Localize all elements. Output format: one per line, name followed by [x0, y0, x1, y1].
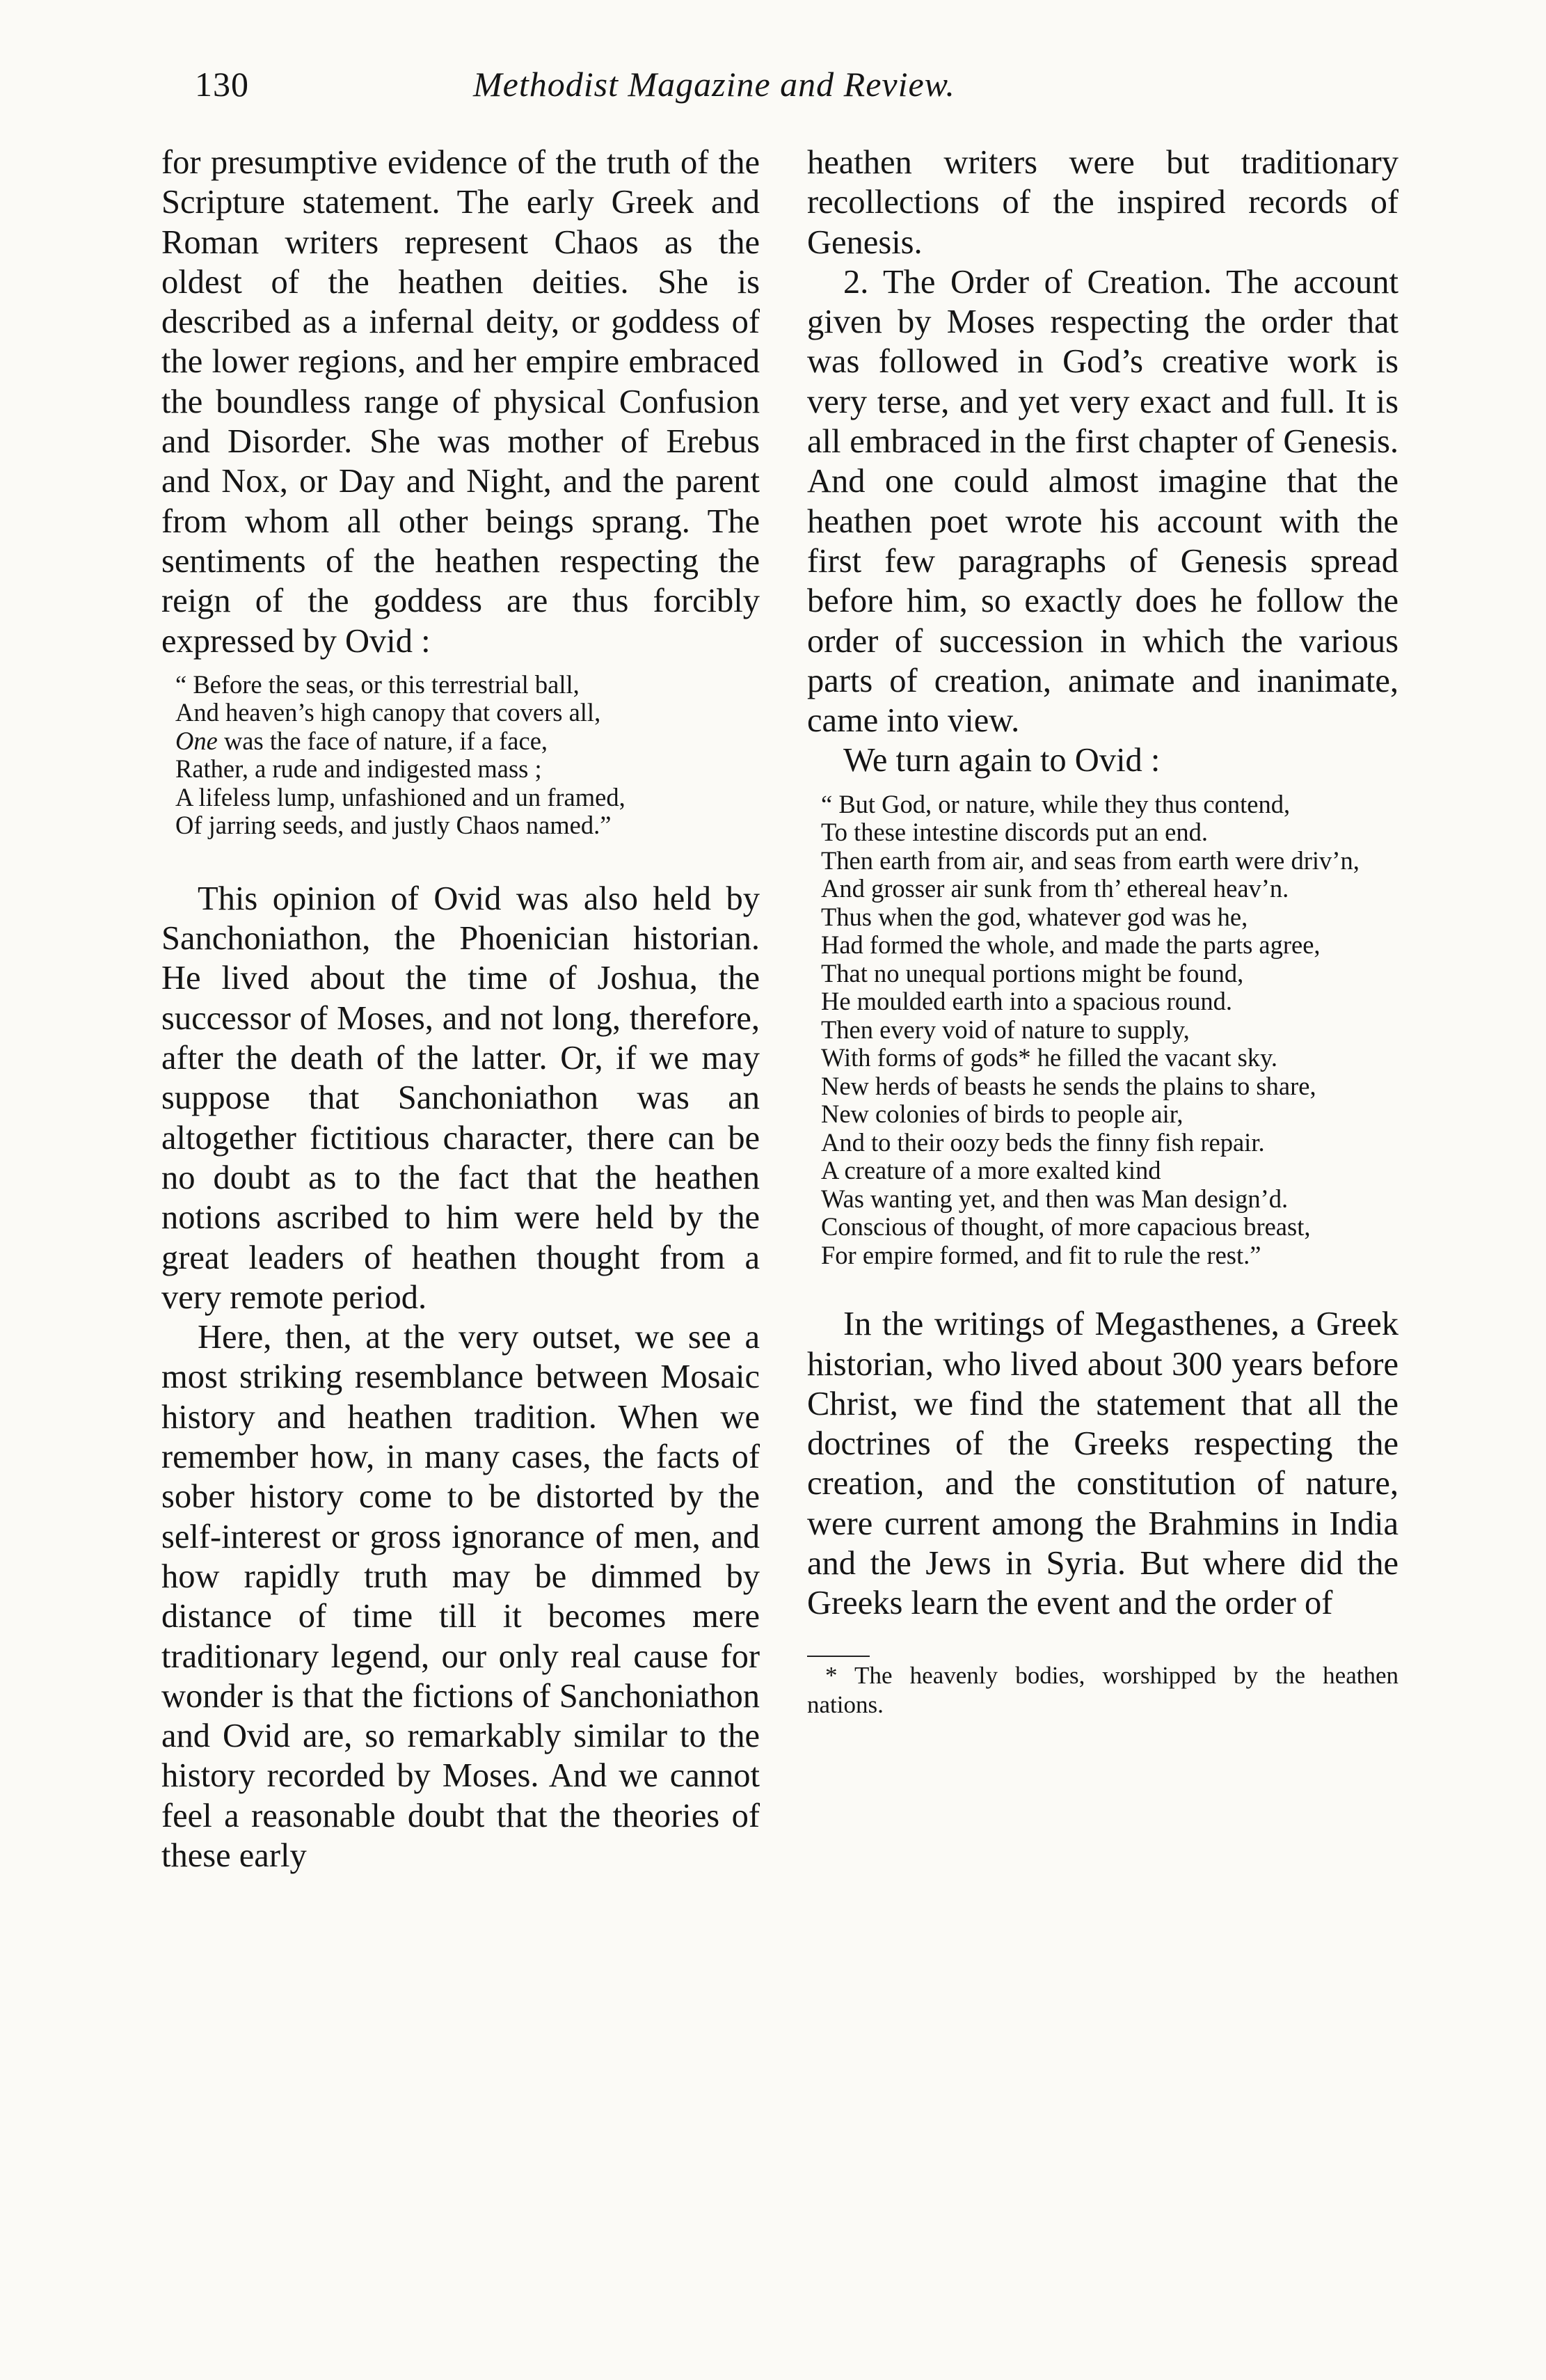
poem-line: Of jarring seeds, and justly Chaos named.” [175, 811, 612, 840]
poem-line: “ Before the seas, or this terrestrial ball, [175, 669, 580, 699]
page-number: 130 [195, 65, 249, 104]
running-head [0, 64, 1546, 113]
right-column [807, 143, 1398, 1720]
right-paragraph-3: We turn again to Ovid : [843, 742, 1161, 779]
poem-line: To these intestine discords put an end. [821, 818, 1208, 847]
poem-line: Thus when the god, whatever god was he, [821, 902, 1248, 931]
left-paragraph-3: Here, then, at the very outset, we see a most striking resemblance between Mosaic history and heathen tradition. When we remember how, in many cases, the facts of sober history come to be distorted by the self-interest or gross ignorance of men, and how rapidly truth may be dimmed by distance of time till it becomes mere traditionary legend, our only real cause for wonder is that the fictions of Sanchoniathon and Ovid are, so remarkably similar to the history recorded by Moses. And we cannot feel a reasonable doubt that the theories of these early [161, 1319, 760, 1874]
poem-line: A creature of a more exalted kind [821, 1156, 1161, 1185]
poem-line: Had formed the whole, and made the parts agree, [821, 930, 1321, 960]
poem-line: He moulded earth into a spacious round. [821, 987, 1232, 1016]
poem-line: Then earth from air, and seas from earth were driv’n, [821, 846, 1360, 875]
left-paragraph-2: This opinion of Ovid was also held by Sanchoniathon, the Phoenician historian. He lived about the time of Joshua, the successor of Moses, and not long, therefore, after the death of the latter. Or, if we may suppose that Sanchoniathon was an altogether fictitious character, there can be no doubt as to the fact that the heathen notions ascribed to him were held by the great leaders of heathen thought from a very remote period. [161, 880, 760, 1316]
poem-line: Was wanting yet, and then was Man design’d. [821, 1184, 1289, 1213]
poem-line: Conscious of thought, of more capacious breast, [821, 1212, 1311, 1241]
ovid-quote-chaos [161, 671, 760, 840]
poem-line: With forms of gods* he filled the vacant sky. [821, 1043, 1278, 1072]
poem-line: And heaven’s high canopy that covers all, [175, 698, 601, 727]
poem-italic-word: One [175, 726, 218, 755]
ovid-quote-creation [807, 791, 1398, 1270]
poem-line: For empire formed, and fit to rule the rest.” [821, 1240, 1261, 1269]
right-paragraph-2: 2. The Order of Creation. The account given by Moses respecting the order that was followed in God’s creative work is very terse, and yet very exact and full. It is all embraced in the first chapter of Genesis. And one could almost imagine that the heathen poet wrote his account with the first few paragraphs of Genesis spread before him, so exactly does he follow the order of succession in which the various parts of creation, animate and inanimate, came into view. [807, 263, 1398, 740]
poem-line: And grosser air sunk from th’ ethereal heav’n. [821, 874, 1289, 903]
left-column [161, 143, 760, 1875]
poem-line: That no unequal portions might be found, [821, 958, 1244, 987]
poem-line [161, 727, 760, 756]
footnote-rule [807, 1656, 870, 1657]
poem-line: New herds of beasts he sends the plains to share, [821, 1071, 1316, 1100]
footnote: * The heavenly bodies, worshipped by the heathen nations. [807, 1661, 1398, 1718]
poem-line: “ But God, or nature, while they thus contend, [821, 789, 1291, 818]
poem-line: A lifeless lump, unfashioned and un framed, [175, 782, 625, 811]
poem-line: Then every void of nature to supply, [821, 1015, 1190, 1044]
running-title: Methodist Magazine and Review. [473, 65, 955, 104]
right-paragraph-1: heathen writers were but traditionary recollections of the inspired records of Genesis. [807, 144, 1398, 261]
poem-line: New colonies of birds to people air, [821, 1100, 1184, 1129]
left-paragraph-1: for presumptive evidence of the truth of the Scripture statement. The early Greek and Roman writers represent Chaos as the oldest of the heathen deities. She is described as a infernal deity, or goddess of the lower regions, and her empire embraced the boundless range of physical Confusion and Disorder. She was mother of Erebus and Nox, or Day and Night, and the parent from whom all other beings sprang. The sentiments of the heathen respecting the reign of the goddess are thus forcibly expressed by Ovid : [161, 144, 760, 660]
poem-line: Rather, a rude and indigested mass ; [175, 754, 542, 784]
right-paragraph-4: In the writings of Megasthenes, a Greek historian, who lived about 300 years before Christ, we find the statement that all the doctrines of the Greeks respecting the creation, and the constitution of nature, were current among the Brahmins in India and the Jews in Syria. But where did the Greeks learn the event and the order of [807, 1306, 1398, 1622]
poem-line-rest: was the face of nature, if a face, [217, 726, 548, 755]
poem-line: And to their oozy beds the finny fish repair. [821, 1127, 1265, 1157]
